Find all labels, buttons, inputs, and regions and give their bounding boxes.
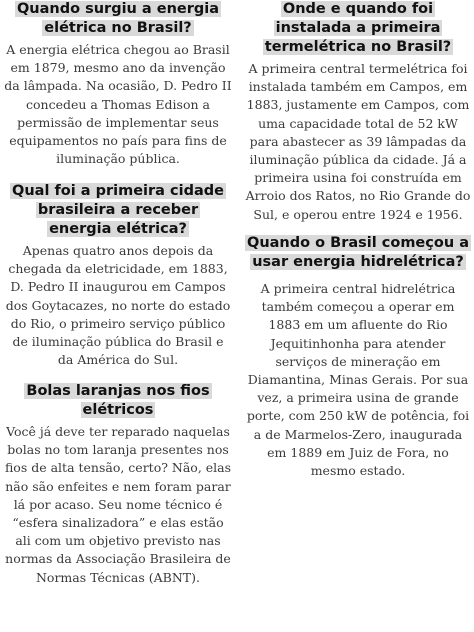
section-hidreletrica xyxy=(244,234,472,480)
section-heading: Quando o Brasil começou a usar energia hidrelétrica? xyxy=(247,235,469,270)
section-bolas-laranjas xyxy=(4,382,232,587)
section-body: Você já deve ter reparado naquelas bolas no tom laranja presentes nos fios de alta tensão, certo? Não, elas não são enfeites e nem foram parar lá por acaso. Seu nome técnico é “esfera sinalizadora” e elas estão ali com um objetivo previsto nas normas da Associação Brasileira de Normas Técnicas (ABNT). xyxy=(4,424,232,585)
section-termeletrica xyxy=(244,0,472,224)
section-primeira-cidade xyxy=(4,182,232,369)
section-energia-eletrica xyxy=(4,0,232,168)
section-body: A energia elétrica chegou ao Brasil em 1879, mesmo ano da invenção da lâmpada. Na ocasião, D. Pedro II concedeu a Thomas Edison a permissão de implementar seus equipamentos no país para fins de iluminação pública. xyxy=(4,42,232,167)
section-body: A primeira central termelétrica foi instalada também em Campos, em 1883, justamente em Campos, com uma capacidade total de 52 kW para abastecer as 39 lâmpadas da iluminação pública da cidade. Já a primeira usina foi construída em Arroio dos Ratos, no Rio Grande do Sul, e operou entre 1924 e 1956. xyxy=(245,61,471,222)
section-heading: Onde e quando foi instalada a primeira termelétrica no Brasil? xyxy=(264,1,452,55)
section-body: Apenas quatro anos depois da chegada da eletricidade, em 1883, D. Pedro II inaugurou em Campos dos Goytacazes, no norte do estado do Rio, o primeiro serviço público de iluminação pública do Brasil e da América do Sul. xyxy=(5,243,231,368)
section-body: A primeira central hidrelétrica também começou a operar em 1883 em um afluente do Rio Jequitinhonha para atender serviços de mineração em Diamantina, Minas Gerais. Por sua vez, a primeira usina de grande porte, com 250 kW de potência, foi a de Marmelos-Zero, inaugurada em 1889 em Juiz de Fora, no mesmo estado. xyxy=(246,281,470,479)
section-heading: Bolas laranjas nos fios elétricos xyxy=(26,383,210,418)
section-heading: Quando surgiu a energia elétrica no Brasil? xyxy=(16,1,220,36)
section-heading: Qual foi a primeira cidade brasileira a receber energia elétrica? xyxy=(12,183,224,237)
